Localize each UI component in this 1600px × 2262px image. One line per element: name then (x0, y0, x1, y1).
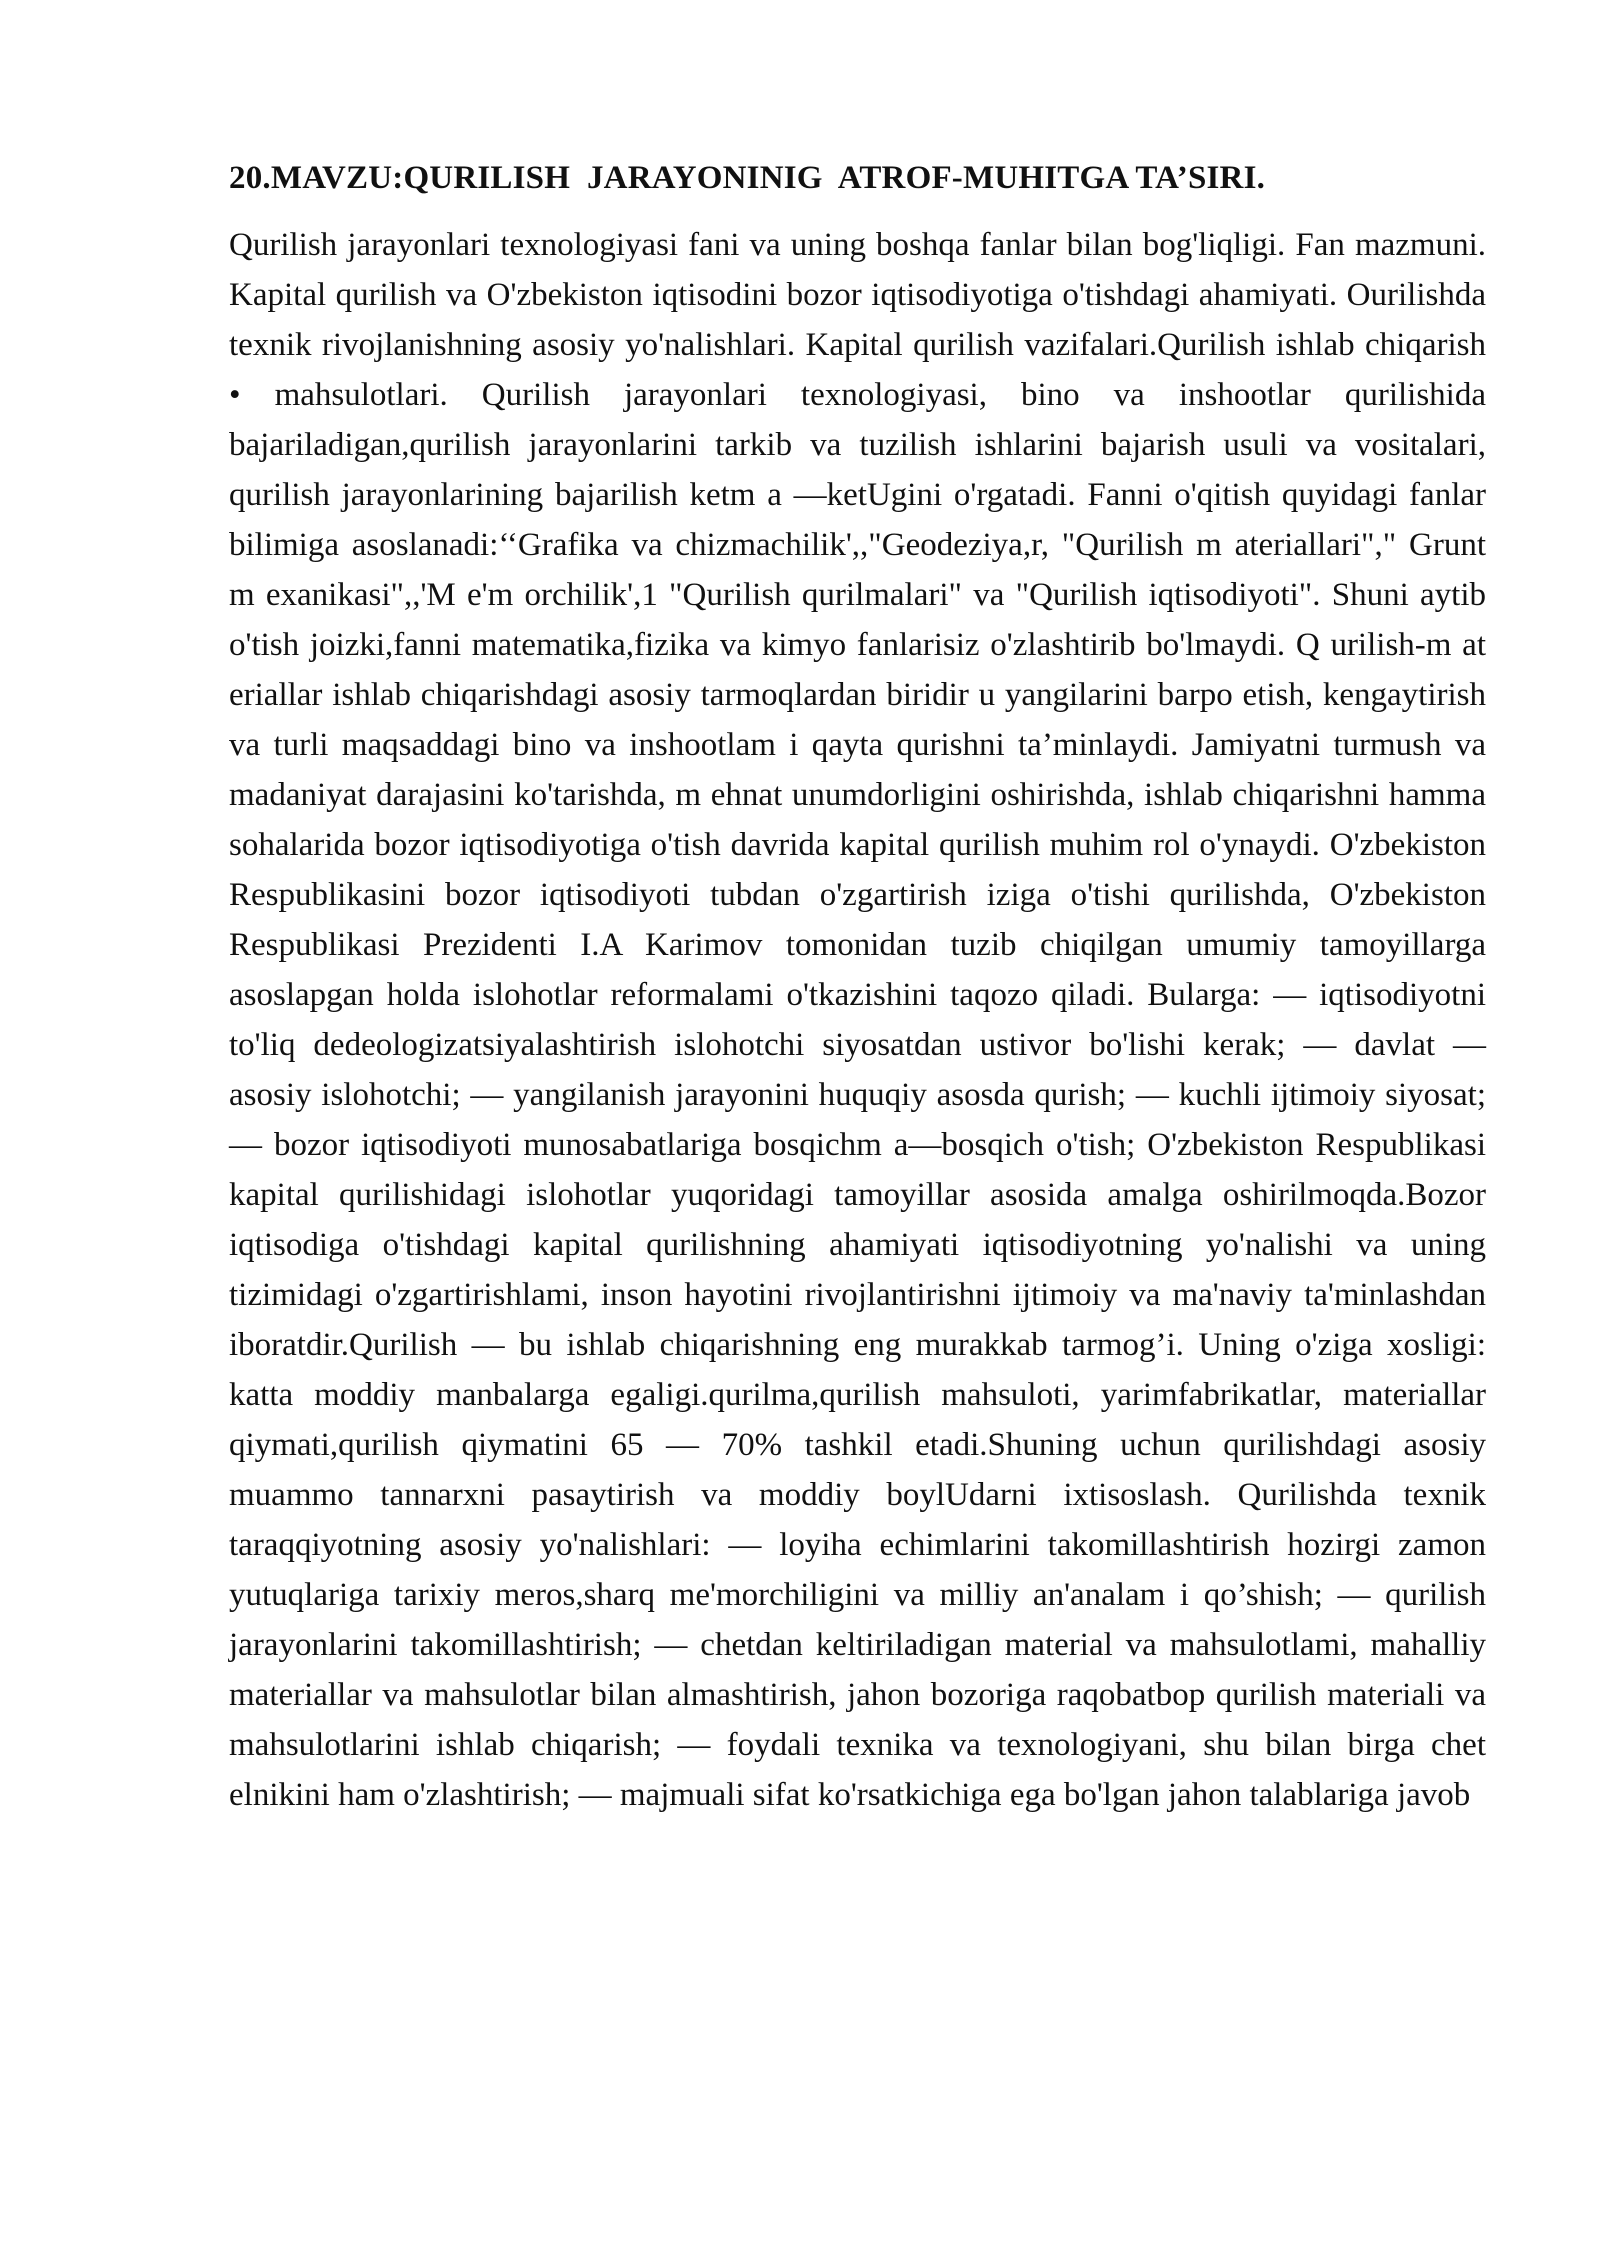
document-body-paragraph: Qurilish jarayonlari texnologiyasi fani va uning boshqa fanlar bilan bog'liqligi. Fan mazmuni. Kapital qurilish va O'zbekiston iqtisodini bozor iqtisodiyotiga o'tishdagi ahamiyati. Ourilishda texnik rivojlanishning asosiy yo'nalishlari. Kapital qurilish vazifalari.Qurilish ishlab chiqarish • mahsulotlari. Qurilish jarayonlari texnologiyasi, bino va inshootlar qurilishida bajariladigan,qurilish jarayonlarini tarkib va tuzilish ishlarini bajarish usuli va vositalari, qurilish jarayonlarining bajarilish ketm a —ketUgini o'rgatadi. Fanni o'qitish quyidagi fanlar bilimiga asoslanadi:‘‘Grafika va chizmachilik',,"Geodeziya,r, "Qurilish m ateriallari"," Grunt m exanikasi",,'M e'm orchilik',1 "Qurilish qurilmalari" va "Qurilish iqtisodiyoti". Shuni aytib o'tish joizki,fanni matematika,fizika va kimyo fanlarisiz o'zlashtirib bo'lmaydi. Q urilish-m at eriallar ishlab chiqarishdagi asosiy tarmoqlardan biridir u yangilarini barpo etish, kengaytirish va turli maqsaddagi bino va inshootlam i qayta qurishni ta’minlaydi. Jamiyatni turmush va madaniyat darajasini ko'tarishda, m ehnat unumdorligini oshirishda, ishlab chiqarishni hamma sohalarida bozor iqtisodiyotiga o'tish davrida kapital qurilish muhim rol o'ynaydi. O'zbekiston Respublikasini bozor iqtisodiyoti tubdan o'zgartirish iziga o'tishi qurilishda, O'zbekiston Respublikasi Prezidenti I.A Karimov tomonidan tuzib chiqilgan umumiy tamoyillarga asoslapgan holda islohotlar reformalami o'tkazishini taqozo qiladi. Bularga: — iqtisodiyotni to'liq dedeologizatsiyalashtirish islohotchi siyosatdan ustivor bo'lishi kerak; — davlat — asosiy islohotchi; — yangilanish jarayonini huquqiy asosda qurish; — kuchli ijtimoiy siyosat; — bozor iqtisodiyoti munosabatlariga bosqichm a—bosqich o'tish; O'zbekiston Respublikasi kapital qurilishidagi islohotlar yuqoridagi tamoyillar asosida amalga oshirilmoqda.Bozor iqtisodiga o'tishdagi kapital qurilishning ahamiyati iqtisodiyotning yo'nalishi va uning tizimidagi o'zgartirishlami, inson hayotini rivojlantirishni ijtimoiy va ma'naviy ta'minlashdan iboratdir.Qurilish — bu ishlab chiqarishning eng murakkab tarmog’i. Uning o'ziga xosligi: katta moddiy manbalarga egaligi.qurilma,qurilish mahsuloti, yarimfabrikatlar, materiallar qiymati,qurilish qiymatini 65 — 70% tashkil etadi.Shuning uchun qurilishdagi asosiy muammo tannarxni pasaytirish va moddiy boylUdarni ixtisoslash. Qurilishda texnik taraqqiyotning asosiy yo'nalishlari: — loyiha echimlarini takomillashtirish hozirgi zamon yutuqlariga tarixiy meros,sharq me'morchiligini va milliy an'analam i qo’shish; — qurilish jarayonlarini takomillashtirish; — chetdan keltiriladigan material va mahsulotlami, mahalliy materiallar va mahsulotlar bilan almashtirish, jahon bozoriga raqobatbop qurilish materiali va mahsulotlarini ishlab chiqarish; — foydali texnika va texnologiyani, shu bilan birga chet elnikini ham o'zlashtirish; — majmuali sifat ko'rsatkichiga ega bo'lgan jahon talablariga javob (229, 227, 1486, 1813)
document-title: 20.MAVZU:QURILISH JARAYONINIG ATROF-MUHITGA TA’SIRI. (229, 160, 1266, 196)
document-content (229, 148, 1486, 1820)
